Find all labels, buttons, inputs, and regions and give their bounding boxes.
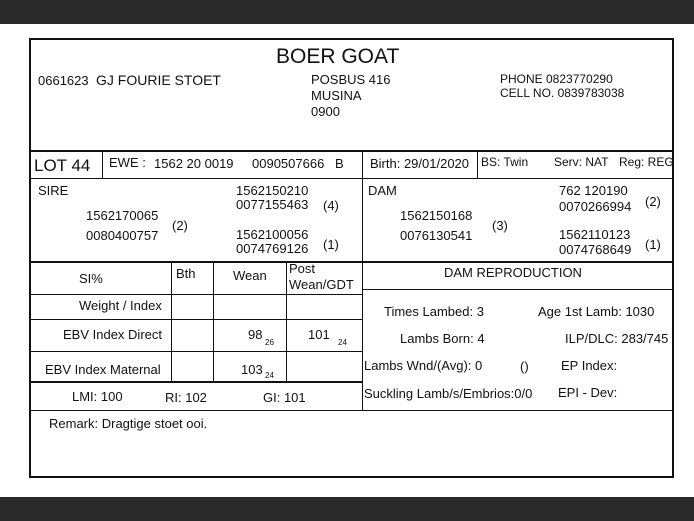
divider: [31, 410, 672, 411]
sire-granddam-count: (1): [323, 237, 339, 252]
ebv-direct-wean: 98: [248, 327, 263, 342]
ep-index: EP Index:: [561, 358, 618, 373]
ewe-label: EWE :: [109, 155, 146, 170]
post-wean-header-line-2: Wean/GDT: [289, 277, 354, 292]
lmi-value: LMI: 100: [72, 389, 123, 404]
cell-number: CELL NO. 0839783038: [500, 86, 625, 100]
birth-header: Bth: [176, 266, 196, 281]
card-title: BOER GOAT: [276, 45, 400, 68]
ewe-registration: 0090507666: [252, 156, 325, 171]
breeder-code: 0661623: [38, 73, 89, 88]
sire-label: SIRE: [38, 183, 69, 198]
dam-granddam-registration: 0074768649: [559, 242, 632, 257]
dam-count: (3): [492, 218, 508, 233]
header-divider: [31, 150, 672, 152]
address-line-2: MUSINA: [311, 88, 362, 103]
si-percent-header: SI%: [79, 271, 103, 286]
divider: [362, 289, 672, 290]
wean-header: Wean: [233, 268, 267, 283]
dam-id: 1562150168: [400, 208, 473, 223]
divider: [477, 152, 478, 178]
dam-granddam-count: (1): [645, 237, 661, 252]
sire-grandsire-registration: 0077155463: [236, 197, 309, 212]
divider: [31, 261, 672, 263]
sire-count: (2): [172, 218, 188, 233]
divider: [362, 152, 363, 178]
remark: Remark: Dragtige stoet ooi.: [49, 416, 208, 431]
gi-value: GI: 101: [263, 390, 306, 405]
breeder-name: GJ FOURIE STOET: [96, 72, 221, 88]
dam-label: DAM: [368, 183, 397, 198]
sire-registration: 0080400757: [86, 228, 159, 243]
birth-status: BS: Twin: [481, 155, 529, 169]
ebv-direct-label: EBV Index Direct: [63, 327, 162, 342]
suckling-lambs-embrios: Suckling Lamb/s/Embrios:0/0: [364, 386, 533, 401]
service-type: Serv: NAT: [554, 155, 609, 169]
birth-date: Birth: 29/01/2020: [370, 156, 470, 171]
sire-granddam-registration: 0074769126: [236, 241, 309, 256]
dam-grandsire-count: (2): [645, 194, 661, 209]
sire-grandsire-count: (4): [323, 198, 339, 213]
divider: [213, 262, 214, 382]
divider: [362, 178, 363, 411]
divider: [31, 319, 362, 320]
ewe-id: 1562 20 0019: [154, 156, 234, 171]
divider: [31, 294, 362, 295]
lambs-weaned: Lambs Wnd/(Avg): 0: [364, 358, 483, 373]
epi-deviation: EPI - Dev:: [558, 385, 618, 400]
dam-granddam-id: 1562110123: [559, 227, 631, 242]
address-line-3: 0900: [311, 104, 340, 119]
ebv-maternal-wean-accuracy: 24: [265, 371, 274, 380]
lambs-weaned-average: (): [520, 359, 529, 374]
divider: [171, 262, 172, 382]
lot-card: [29, 38, 674, 478]
dam-reproduction-title: DAM REPRODUCTION: [444, 265, 582, 280]
ebv-direct-wean-accuracy: 26: [265, 338, 274, 347]
sire-grandsire-id: 1562150210: [236, 183, 309, 198]
ebv-direct-post-accuracy: 24: [338, 338, 347, 347]
divider: [31, 351, 362, 352]
phone-number: PHONE 0823770290: [500, 72, 613, 86]
times-lambed: Times Lambed: 3: [384, 304, 484, 319]
ewe-grade: B: [335, 156, 344, 171]
ebv-maternal-label: EBV Index Maternal: [45, 362, 161, 377]
dam-grandsire-id: 762 120190: [559, 183, 628, 198]
ri-value: RI: 102: [165, 390, 207, 405]
divider: [31, 381, 362, 383]
registration-type: Reg: REG: [619, 155, 674, 169]
divider: [102, 152, 103, 178]
weight-index-label: Weight / Index: [79, 298, 162, 313]
age-first-lamb: Age 1st Lamb: 1030: [538, 304, 655, 319]
ilp-dlc: ILP/DLC: 283/745: [565, 331, 669, 346]
dam-registration: 0076130541: [400, 228, 473, 243]
top-dark-band: [0, 0, 694, 24]
post-wean-header-line-1: Post: [289, 261, 316, 276]
divider: [31, 178, 672, 179]
ebv-maternal-wean: 103: [241, 362, 263, 377]
sire-id: 1562170065: [86, 208, 159, 223]
divider: [286, 262, 287, 382]
address-line-1: POSBUS 416: [311, 72, 391, 87]
lambs-born: Lambs Born: 4: [400, 331, 485, 346]
dam-grandsire-registration: 0070266994: [559, 199, 632, 214]
lot-number: LOT 44: [34, 156, 91, 175]
ebv-direct-post: 101: [308, 327, 330, 342]
bottom-dark-band: [0, 497, 694, 521]
sire-granddam-id: 1562100056: [236, 227, 309, 242]
